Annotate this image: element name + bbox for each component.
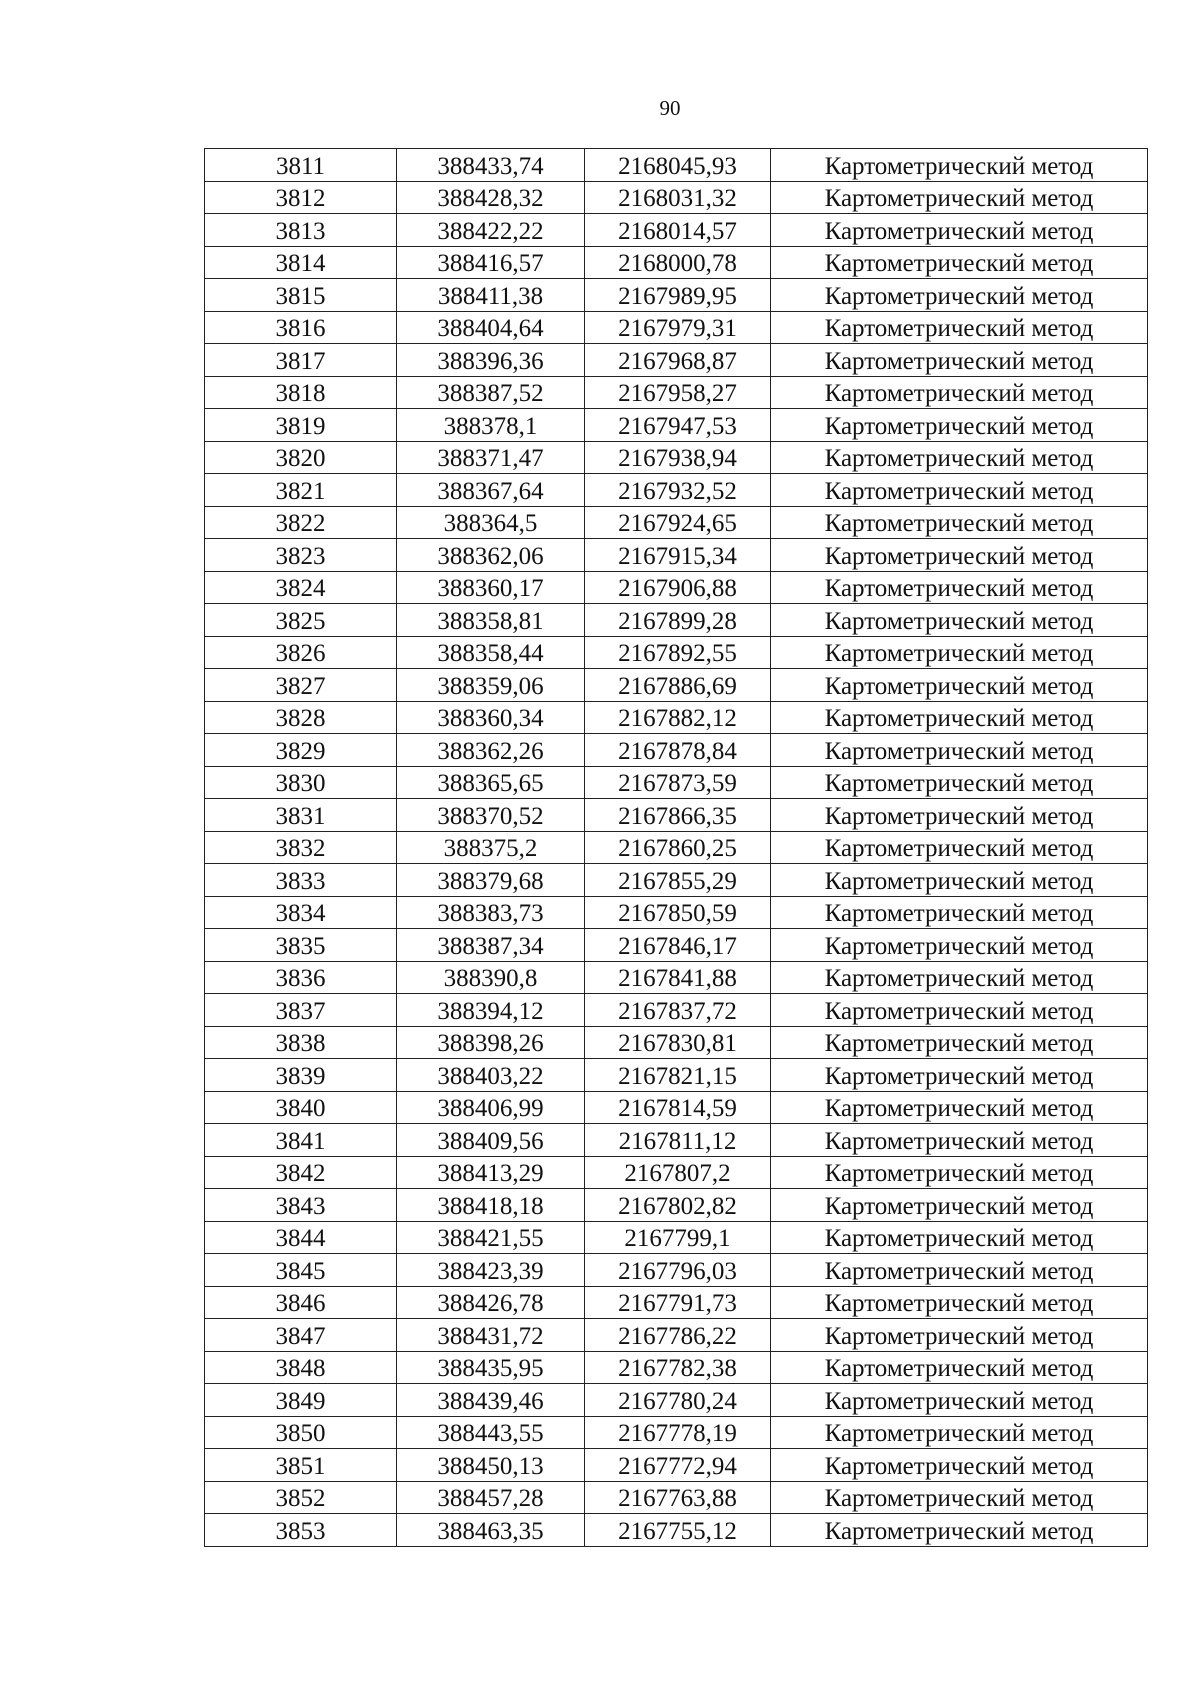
method-cell: Картометрический метод xyxy=(771,571,1148,604)
point-number-cell: 3843 xyxy=(205,1189,397,1222)
y-coordinate-cell: 2167791,73 xyxy=(585,1286,771,1319)
point-number-cell: 3848 xyxy=(205,1351,397,1384)
y-coordinate-cell: 2167915,34 xyxy=(585,539,771,572)
table-row xyxy=(205,474,1148,507)
method-cell: Картометрический метод xyxy=(771,766,1148,799)
y-coordinate-cell: 2167763,88 xyxy=(585,1481,771,1514)
table-row xyxy=(205,1481,1148,1514)
page-number: 90 xyxy=(659,96,681,120)
method-cell: Картометрический метод xyxy=(771,1026,1148,1059)
method-cell: Картометрический метод xyxy=(771,149,1148,182)
method-cell: Картометрический метод xyxy=(771,1351,1148,1384)
method-cell: Картометрический метод xyxy=(771,1481,1148,1514)
table-row xyxy=(205,994,1148,1027)
method-cell: Картометрический метод xyxy=(771,441,1148,474)
point-number-cell: 3824 xyxy=(205,571,397,604)
point-number-cell: 3836 xyxy=(205,961,397,994)
x-coordinate-cell: 388450,13 xyxy=(397,1449,585,1482)
x-coordinate-cell: 388413,29 xyxy=(397,1156,585,1189)
method-cell: Картометрический метод xyxy=(771,1254,1148,1287)
method-cell: Картометрический метод xyxy=(771,1091,1148,1124)
method-cell: Картометрический метод xyxy=(771,1156,1148,1189)
table-row xyxy=(205,311,1148,344)
x-coordinate-cell: 388404,64 xyxy=(397,311,585,344)
table-row xyxy=(205,344,1148,377)
x-coordinate-cell: 388403,22 xyxy=(397,1059,585,1092)
y-coordinate-cell: 2167799,1 xyxy=(585,1221,771,1254)
x-coordinate-cell: 388439,46 xyxy=(397,1384,585,1417)
y-coordinate-cell: 2167855,29 xyxy=(585,864,771,897)
x-coordinate-cell: 388370,52 xyxy=(397,799,585,832)
y-coordinate-cell: 2167866,35 xyxy=(585,799,771,832)
table-row xyxy=(205,376,1148,409)
point-number-cell: 3822 xyxy=(205,506,397,539)
point-number-cell: 3828 xyxy=(205,701,397,734)
table-row xyxy=(205,1026,1148,1059)
point-number-cell: 3852 xyxy=(205,1481,397,1514)
x-coordinate-cell: 388378,1 xyxy=(397,409,585,442)
y-coordinate-cell: 2167947,53 xyxy=(585,409,771,442)
y-coordinate-cell: 2167968,87 xyxy=(585,344,771,377)
table-row xyxy=(205,1416,1148,1449)
x-coordinate-cell: 388422,22 xyxy=(397,214,585,247)
table-row xyxy=(205,181,1148,214)
method-cell: Картометрический метод xyxy=(771,994,1148,1027)
y-coordinate-cell: 2167846,17 xyxy=(585,929,771,962)
point-number-cell: 3846 xyxy=(205,1286,397,1319)
method-cell: Картометрический метод xyxy=(771,604,1148,637)
table-row xyxy=(205,1059,1148,1092)
method-cell: Картометрический метод xyxy=(771,1221,1148,1254)
y-coordinate-cell: 2168014,57 xyxy=(585,214,771,247)
y-coordinate-cell: 2168000,78 xyxy=(585,246,771,279)
x-coordinate-cell: 388379,68 xyxy=(397,864,585,897)
point-number-cell: 3844 xyxy=(205,1221,397,1254)
point-number-cell: 3850 xyxy=(205,1416,397,1449)
point-number-cell: 3825 xyxy=(205,604,397,637)
table-row xyxy=(205,766,1148,799)
y-coordinate-cell: 2167878,84 xyxy=(585,734,771,767)
point-number-cell: 3841 xyxy=(205,1124,397,1157)
table-row xyxy=(205,604,1148,637)
method-cell: Картометрический метод xyxy=(771,831,1148,864)
y-coordinate-cell: 2167786,22 xyxy=(585,1319,771,1352)
point-number-cell: 3829 xyxy=(205,734,397,767)
table-row xyxy=(205,1189,1148,1222)
y-coordinate-cell: 2167780,24 xyxy=(585,1384,771,1417)
method-cell: Картометрический метод xyxy=(771,961,1148,994)
method-cell: Картометрический метод xyxy=(771,864,1148,897)
y-coordinate-cell: 2167807,2 xyxy=(585,1156,771,1189)
method-cell: Картометрический метод xyxy=(771,734,1148,767)
x-coordinate-cell: 388421,55 xyxy=(397,1221,585,1254)
method-cell: Картометрический метод xyxy=(771,636,1148,669)
method-cell: Картометрический метод xyxy=(771,929,1148,962)
table-row xyxy=(205,571,1148,604)
method-cell: Картометрический метод xyxy=(771,669,1148,702)
method-cell: Картометрический метод xyxy=(771,1514,1148,1547)
x-coordinate-cell: 388362,26 xyxy=(397,734,585,767)
point-number-cell: 3845 xyxy=(205,1254,397,1287)
point-number-cell: 3834 xyxy=(205,896,397,929)
y-coordinate-cell: 2167938,94 xyxy=(585,441,771,474)
method-cell: Картометрический метод xyxy=(771,409,1148,442)
point-number-cell: 3847 xyxy=(205,1319,397,1352)
table-row xyxy=(205,1221,1148,1254)
x-coordinate-cell: 388398,26 xyxy=(397,1026,585,1059)
x-coordinate-cell: 388428,32 xyxy=(397,181,585,214)
method-cell: Картометрический метод xyxy=(771,1416,1148,1449)
y-coordinate-cell: 2167932,52 xyxy=(585,474,771,507)
y-coordinate-cell: 2167830,81 xyxy=(585,1026,771,1059)
method-cell: Картометрический метод xyxy=(771,1319,1148,1352)
x-coordinate-cell: 388367,64 xyxy=(397,474,585,507)
y-coordinate-cell: 2167892,55 xyxy=(585,636,771,669)
y-coordinate-cell: 2167882,12 xyxy=(585,701,771,734)
x-coordinate-cell: 388433,74 xyxy=(397,149,585,182)
point-number-cell: 3819 xyxy=(205,409,397,442)
point-number-cell: 3842 xyxy=(205,1156,397,1189)
y-coordinate-cell: 2167989,95 xyxy=(585,279,771,312)
point-number-cell: 3817 xyxy=(205,344,397,377)
y-coordinate-cell: 2167906,88 xyxy=(585,571,771,604)
method-cell: Картометрический метод xyxy=(771,799,1148,832)
table-row xyxy=(205,1254,1148,1287)
x-coordinate-cell: 388411,38 xyxy=(397,279,585,312)
point-number-cell: 3813 xyxy=(205,214,397,247)
point-number-cell: 3849 xyxy=(205,1384,397,1417)
point-number-cell: 3826 xyxy=(205,636,397,669)
table-row xyxy=(205,409,1148,442)
point-number-cell: 3816 xyxy=(205,311,397,344)
coordinates-table-body xyxy=(205,149,1148,1547)
point-number-cell: 3823 xyxy=(205,539,397,572)
method-cell: Картометрический метод xyxy=(771,181,1148,214)
x-coordinate-cell: 388426,78 xyxy=(397,1286,585,1319)
x-coordinate-cell: 388383,73 xyxy=(397,896,585,929)
table-row xyxy=(205,1319,1148,1352)
coordinates-table xyxy=(204,148,1148,1547)
x-coordinate-cell: 388360,17 xyxy=(397,571,585,604)
table-row xyxy=(205,214,1148,247)
x-coordinate-cell: 388463,35 xyxy=(397,1514,585,1547)
point-number-cell: 3853 xyxy=(205,1514,397,1547)
point-number-cell: 3812 xyxy=(205,181,397,214)
table-row xyxy=(205,441,1148,474)
point-number-cell: 3830 xyxy=(205,766,397,799)
table-row xyxy=(205,1091,1148,1124)
x-coordinate-cell: 388364,5 xyxy=(397,506,585,539)
table-row xyxy=(205,864,1148,897)
x-coordinate-cell: 388435,95 xyxy=(397,1351,585,1384)
y-coordinate-cell: 2167886,69 xyxy=(585,669,771,702)
point-number-cell: 3833 xyxy=(205,864,397,897)
x-coordinate-cell: 388396,36 xyxy=(397,344,585,377)
x-coordinate-cell: 388365,65 xyxy=(397,766,585,799)
x-coordinate-cell: 388362,06 xyxy=(397,539,585,572)
point-number-cell: 3835 xyxy=(205,929,397,962)
method-cell: Картометрический метод xyxy=(771,474,1148,507)
table-row xyxy=(205,896,1148,929)
x-coordinate-cell: 388457,28 xyxy=(397,1481,585,1514)
y-coordinate-cell: 2167841,88 xyxy=(585,961,771,994)
x-coordinate-cell: 388394,12 xyxy=(397,994,585,1027)
table-row xyxy=(205,506,1148,539)
x-coordinate-cell: 388418,18 xyxy=(397,1189,585,1222)
y-coordinate-cell: 2167755,12 xyxy=(585,1514,771,1547)
table-row xyxy=(205,279,1148,312)
y-coordinate-cell: 2167850,59 xyxy=(585,896,771,929)
method-cell: Картометрический метод xyxy=(771,1384,1148,1417)
point-number-cell: 3840 xyxy=(205,1091,397,1124)
point-number-cell: 3832 xyxy=(205,831,397,864)
x-coordinate-cell: 388387,52 xyxy=(397,376,585,409)
point-number-cell: 3815 xyxy=(205,279,397,312)
x-coordinate-cell: 388416,57 xyxy=(397,246,585,279)
point-number-cell: 3818 xyxy=(205,376,397,409)
point-number-cell: 3814 xyxy=(205,246,397,279)
y-coordinate-cell: 2167811,12 xyxy=(585,1124,771,1157)
y-coordinate-cell: 2167873,59 xyxy=(585,766,771,799)
table-row xyxy=(205,831,1148,864)
method-cell: Картометрический метод xyxy=(771,214,1148,247)
method-cell: Картометрический метод xyxy=(771,376,1148,409)
point-number-cell: 3837 xyxy=(205,994,397,1027)
table-row xyxy=(205,929,1148,962)
y-coordinate-cell: 2168045,93 xyxy=(585,149,771,182)
table-row xyxy=(205,799,1148,832)
x-coordinate-cell: 388371,47 xyxy=(397,441,585,474)
x-coordinate-cell: 388375,2 xyxy=(397,831,585,864)
y-coordinate-cell: 2167821,15 xyxy=(585,1059,771,1092)
y-coordinate-cell: 2167899,28 xyxy=(585,604,771,637)
method-cell: Картометрический метод xyxy=(771,896,1148,929)
y-coordinate-cell: 2167924,65 xyxy=(585,506,771,539)
method-cell: Картометрический метод xyxy=(771,246,1148,279)
y-coordinate-cell: 2167837,72 xyxy=(585,994,771,1027)
y-coordinate-cell: 2167860,25 xyxy=(585,831,771,864)
x-coordinate-cell: 388409,56 xyxy=(397,1124,585,1157)
x-coordinate-cell: 388358,81 xyxy=(397,604,585,637)
y-coordinate-cell: 2167958,27 xyxy=(585,376,771,409)
x-coordinate-cell: 388390,8 xyxy=(397,961,585,994)
y-coordinate-cell: 2167778,19 xyxy=(585,1416,771,1449)
method-cell: Картометрический метод xyxy=(771,506,1148,539)
y-coordinate-cell: 2167979,31 xyxy=(585,311,771,344)
method-cell: Картометрический метод xyxy=(771,1449,1148,1482)
point-number-cell: 3839 xyxy=(205,1059,397,1092)
table-row xyxy=(205,1156,1148,1189)
x-coordinate-cell: 388443,55 xyxy=(397,1416,585,1449)
table-row xyxy=(205,1351,1148,1384)
table-row xyxy=(205,961,1148,994)
method-cell: Картометрический метод xyxy=(771,1286,1148,1319)
x-coordinate-cell: 388423,39 xyxy=(397,1254,585,1287)
table-row xyxy=(205,701,1148,734)
point-number-cell: 3851 xyxy=(205,1449,397,1482)
point-number-cell: 3838 xyxy=(205,1026,397,1059)
method-cell: Картометрический метод xyxy=(771,539,1148,572)
y-coordinate-cell: 2167772,94 xyxy=(585,1449,771,1482)
x-coordinate-cell: 388431,72 xyxy=(397,1319,585,1352)
table-row xyxy=(205,1286,1148,1319)
y-coordinate-cell: 2167814,59 xyxy=(585,1091,771,1124)
point-number-cell: 3821 xyxy=(205,474,397,507)
y-coordinate-cell: 2168031,32 xyxy=(585,181,771,214)
table-row xyxy=(205,636,1148,669)
table-row xyxy=(205,734,1148,767)
table-row xyxy=(205,246,1148,279)
point-number-cell: 3820 xyxy=(205,441,397,474)
y-coordinate-cell: 2167782,38 xyxy=(585,1351,771,1384)
table-row xyxy=(205,1384,1148,1417)
y-coordinate-cell: 2167796,03 xyxy=(585,1254,771,1287)
table-row xyxy=(205,1514,1148,1547)
x-coordinate-cell: 388360,34 xyxy=(397,701,585,734)
table-row xyxy=(205,669,1148,702)
x-coordinate-cell: 388387,34 xyxy=(397,929,585,962)
table-row xyxy=(205,149,1148,182)
point-number-cell: 3811 xyxy=(205,149,397,182)
method-cell: Картометрический метод xyxy=(771,279,1148,312)
method-cell: Картометрический метод xyxy=(771,1189,1148,1222)
x-coordinate-cell: 388358,44 xyxy=(397,636,585,669)
table-row xyxy=(205,1449,1148,1482)
method-cell: Картометрический метод xyxy=(771,1059,1148,1092)
table-row xyxy=(205,539,1148,572)
point-number-cell: 3827 xyxy=(205,669,397,702)
method-cell: Картометрический метод xyxy=(771,1124,1148,1157)
x-coordinate-cell: 388406,99 xyxy=(397,1091,585,1124)
method-cell: Картометрический метод xyxy=(771,311,1148,344)
method-cell: Картометрический метод xyxy=(771,701,1148,734)
y-coordinate-cell: 2167802,82 xyxy=(585,1189,771,1222)
x-coordinate-cell: 388359,06 xyxy=(397,669,585,702)
method-cell: Картометрический метод xyxy=(771,344,1148,377)
table-row xyxy=(205,1124,1148,1157)
point-number-cell: 3831 xyxy=(205,799,397,832)
